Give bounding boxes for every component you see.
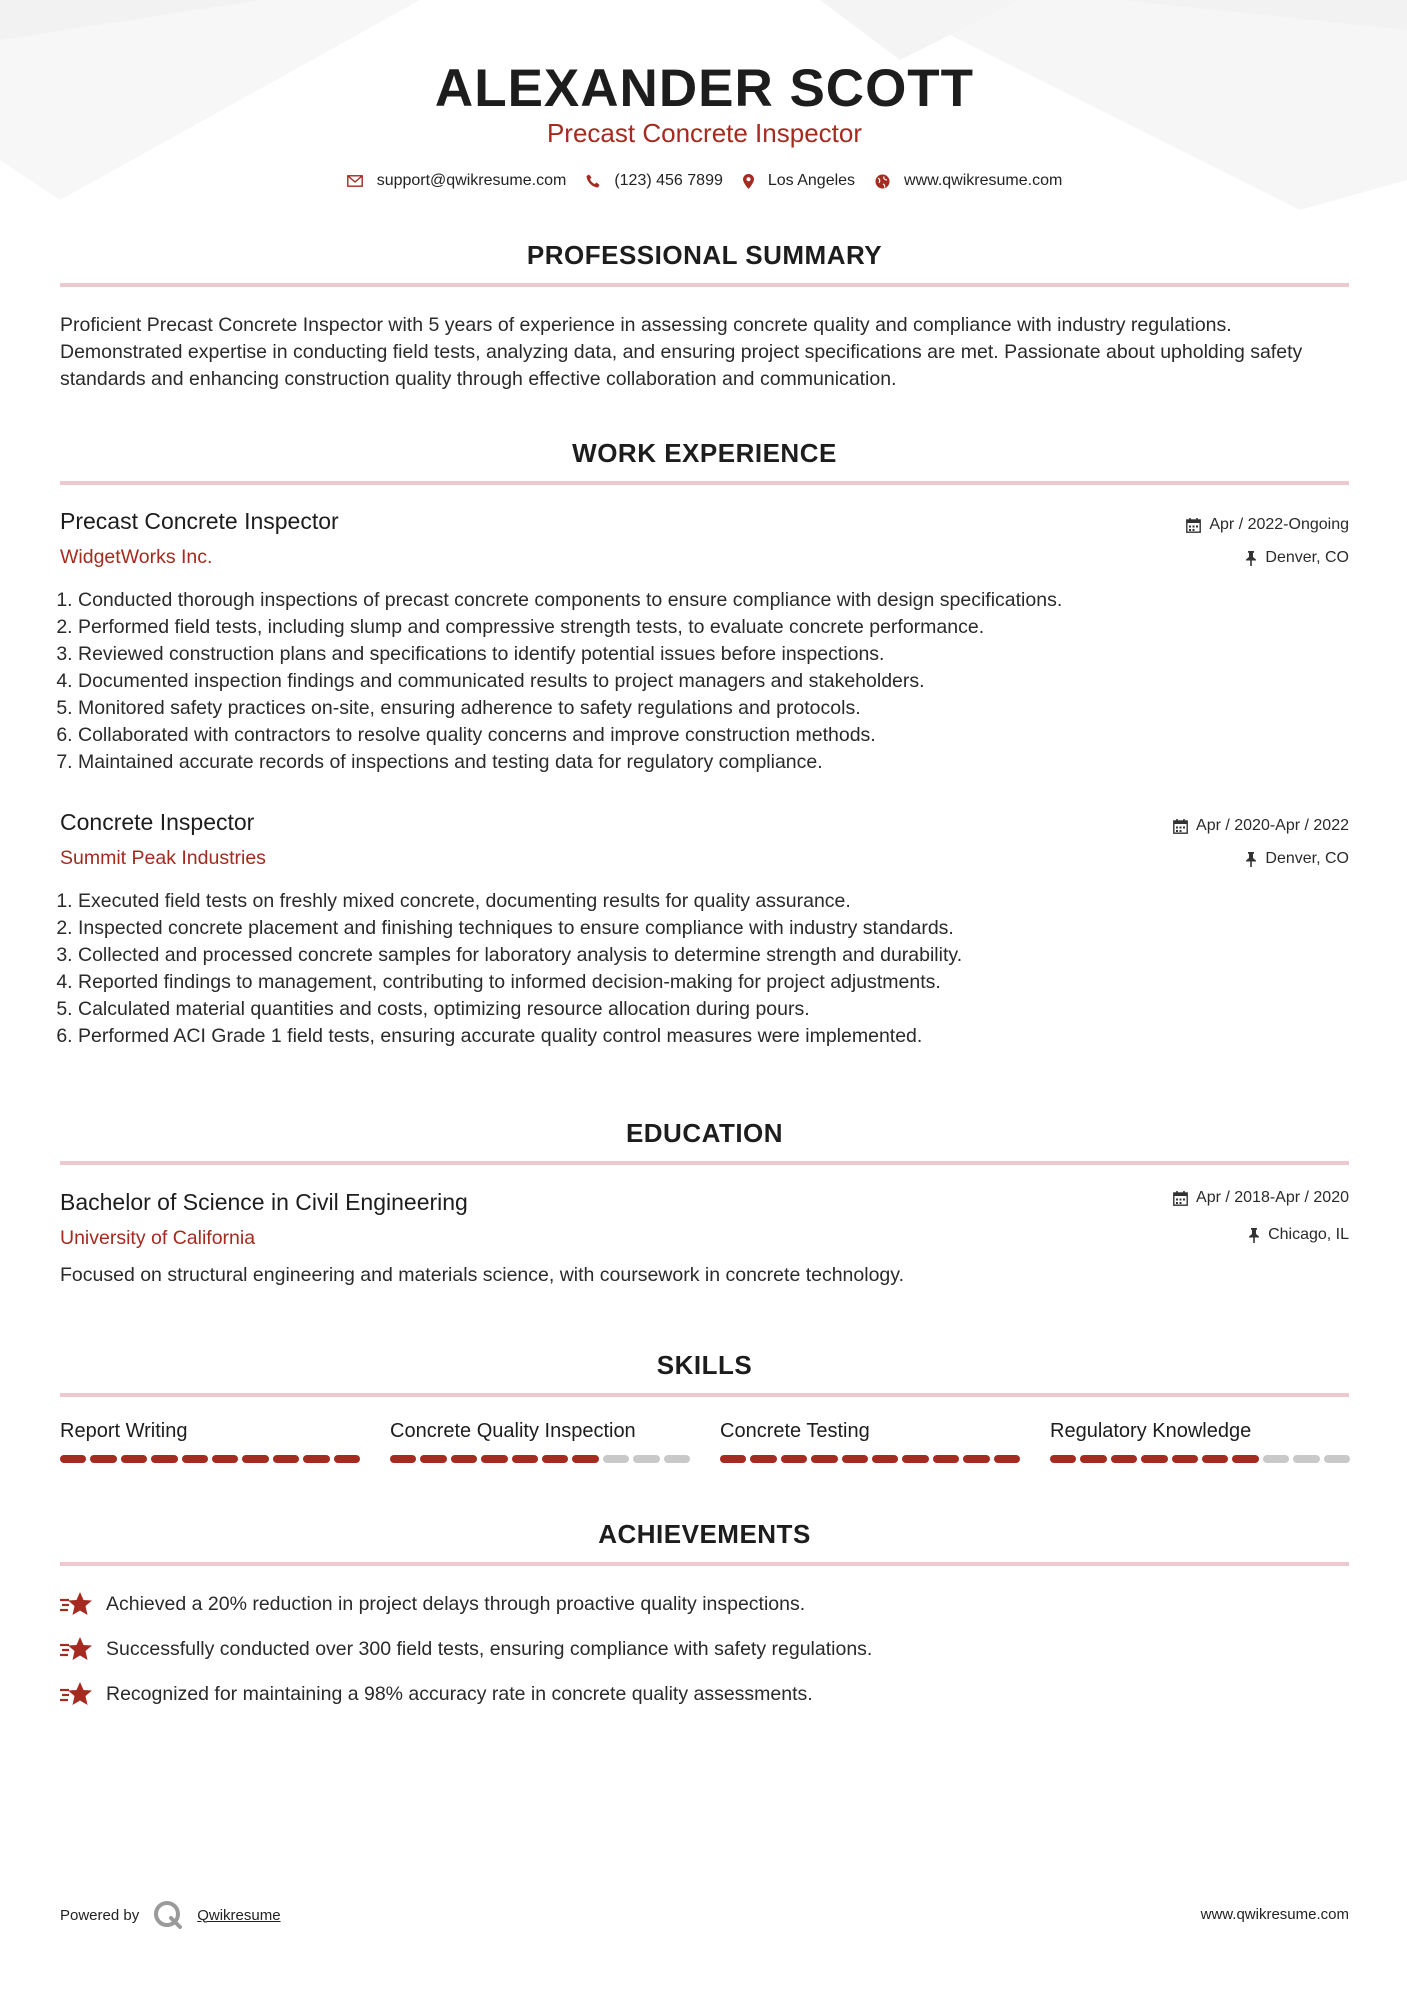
skill-level-dot-filled <box>542 1455 568 1463</box>
star-badge-icon <box>60 1590 94 1618</box>
footer-website[interactable]: www.qwikresume.com <box>1200 1906 1349 1923</box>
job-location <box>1245 850 1349 868</box>
phone-icon <box>586 174 600 188</box>
contact-website-text: www.qwikresume.com <box>904 172 1063 189</box>
education-description: Focused on structural engineering and materials science, with coursework in concrete technology. <box>60 1264 904 1286</box>
achievement-item <box>60 1635 872 1663</box>
education-location-text: Chicago, IL <box>1268 1226 1349 1243</box>
skill-level-dot-filled <box>933 1455 959 1463</box>
skill-level-dot-filled <box>420 1455 446 1463</box>
list-item: 2. Performed field tests, including slump and compressive strength tests, to evaluate concrete performance. <box>78 614 1367 641</box>
skill-level-dot-filled <box>90 1455 116 1463</box>
skill-level-dot-filled <box>1111 1455 1137 1463</box>
education-location <box>1248 1226 1349 1244</box>
contact-location-text: Los Angeles <box>767 172 856 189</box>
skill-level-dot-filled <box>242 1455 268 1463</box>
job-responsibilities <box>60 587 1367 776</box>
globe-icon <box>875 174 890 189</box>
skill-level-dot-filled <box>750 1455 776 1463</box>
list-item: 4. Documented inspection findings and communicated results to project managers and stakeholders. <box>78 668 1367 695</box>
contact-phone-text: (123) 456 7899 <box>614 172 723 189</box>
education-dates-text: Apr / 2018-Apr / 2020 <box>1196 1189 1349 1206</box>
education-divider <box>60 1161 1349 1165</box>
summary-text: Proficient Precast Concrete Inspector with 5 years of experience in assessing concrete quality and compliance with industry regulations. Demonstrated expertise in conducting field tests, analyzing data, and ensuring project specifications are met. Passionate about upholding safety standards and enhancing construction quality through effective collaboration and communication. <box>60 314 1303 390</box>
skill-level-dot-filled <box>1141 1455 1167 1463</box>
skill-level-dot-filled <box>963 1455 989 1463</box>
skill-level-dot-filled <box>334 1455 360 1463</box>
contact-website[interactable] <box>875 172 1062 190</box>
list-item: 5. Calculated material quantities and costs, optimizing resource allocation during pours. <box>78 996 1367 1023</box>
achievement-text: Recognized for maintaining a 98% accuracy rate in concrete quality assessments. <box>106 1682 813 1705</box>
skill-level-dot-filled <box>451 1455 477 1463</box>
skill-level-bar <box>1050 1455 1350 1463</box>
skills-divider <box>60 1393 1349 1397</box>
skill-level-bar <box>60 1455 360 1463</box>
job-location <box>1245 549 1349 567</box>
skill-level-dot-filled <box>60 1455 86 1463</box>
qwikresume-link[interactable]: Qwikresume <box>197 1906 281 1924</box>
education-heading: EDUCATION <box>625 1118 784 1148</box>
experience-heading: WORK EXPERIENCE <box>572 438 837 468</box>
achievement-item <box>60 1590 805 1618</box>
skill-item <box>1050 1420 1350 1463</box>
education-dates <box>1173 1189 1349 1207</box>
skill-level-dot-filled <box>1050 1455 1076 1463</box>
job-location-text: Denver, CO <box>1265 850 1349 867</box>
calendar-icon <box>1173 819 1188 834</box>
powered-by-label: Powered by <box>60 1906 140 1924</box>
star-badge-icon <box>60 1635 94 1663</box>
skill-level-dot-empty <box>603 1455 629 1463</box>
degree-title: Bachelor of Science in Civil Engineering <box>60 1189 468 1215</box>
job-responsibilities <box>60 888 1367 1050</box>
contact-bar <box>60 172 1349 190</box>
skill-level-dot-filled <box>390 1455 416 1463</box>
skill-level-dot-filled <box>994 1455 1020 1463</box>
pushpin-icon <box>1245 551 1257 566</box>
skill-level-dot-filled <box>1172 1455 1198 1463</box>
skill-level-dot-empty <box>1263 1455 1289 1463</box>
list-item: 1. Conducted thorough inspections of precast concrete components to ensure compliance with design specifications. <box>78 587 1367 614</box>
job-dates-text: Apr / 2020-Apr / 2022 <box>1196 817 1349 834</box>
skill-level-dot-filled <box>273 1455 299 1463</box>
summary-divider <box>60 283 1349 287</box>
skill-level-dot-filled <box>811 1455 837 1463</box>
school-name: University of California <box>60 1227 256 1249</box>
list-item: 2. Inspected concrete placement and finishing techniques to ensure compliance with industry standards. <box>78 915 1367 942</box>
skill-level-dot-filled <box>121 1455 147 1463</box>
skill-level-dot-filled <box>303 1455 329 1463</box>
calendar-icon <box>1186 518 1201 533</box>
skill-level-dot-filled <box>182 1455 208 1463</box>
list-item: 3. Reviewed construction plans and specifications to identify potential issues before inspections. <box>78 641 1367 668</box>
qwikresume-logo-icon <box>153 1900 183 1930</box>
skill-level-dot-filled <box>842 1455 868 1463</box>
company-name: Summit Peak Industries <box>60 847 266 869</box>
job-location-text: Denver, CO <box>1265 549 1349 566</box>
achievements-divider <box>60 1562 1349 1566</box>
pushpin-icon <box>1248 1228 1260 1243</box>
list-item: 4. Reported findings to management, contributing to informed decision-making for project adjustments. <box>78 969 1367 996</box>
skill-level-dot-filled <box>720 1455 746 1463</box>
star-badge-icon <box>60 1680 94 1708</box>
skill-item <box>60 1420 360 1463</box>
list-item: 1. Executed field tests on freshly mixed concrete, documenting results for quality assurance. <box>78 888 1367 915</box>
achievement-item <box>60 1680 813 1708</box>
skill-level-dot-filled <box>1232 1455 1258 1463</box>
skill-item <box>390 1420 690 1463</box>
pushpin-icon <box>1245 852 1257 867</box>
job-dates <box>1186 516 1349 534</box>
list-item: 7. Maintained accurate records of inspections and testing data for regulatory compliance. <box>78 749 1367 776</box>
skill-level-dot-empty <box>1293 1455 1319 1463</box>
skill-level-bar <box>720 1455 1020 1463</box>
candidate-name: ALEXANDER SCOTT <box>434 59 975 118</box>
job-title: Precast Concrete Inspector <box>60 508 339 534</box>
skill-item <box>720 1420 1020 1463</box>
skill-level-dot-empty <box>633 1455 659 1463</box>
location-icon <box>743 174 754 189</box>
contact-email-text: support@qwikresume.com <box>376 172 567 189</box>
calendar-icon <box>1173 1191 1188 1206</box>
list-item: 6. Collaborated with contractors to resolve quality concerns and improve construction methods. <box>78 722 1367 749</box>
skill-level-dot-filled <box>872 1455 898 1463</box>
contact-location <box>743 172 855 190</box>
skill-level-bar <box>390 1455 690 1463</box>
skill-level-dot-filled <box>151 1455 177 1463</box>
contact-email[interactable] <box>347 172 567 190</box>
list-item: 6. Performed ACI Grade 1 field tests, ensuring accurate quality control measures were implemented. <box>78 1023 1367 1050</box>
job-title: Concrete Inspector <box>60 809 255 835</box>
skill-level-dot-filled <box>572 1455 598 1463</box>
skill-level-dot-filled <box>1202 1455 1228 1463</box>
skill-name: Concrete Testing <box>720 1420 870 1442</box>
skill-level-dot-filled <box>902 1455 928 1463</box>
list-item: 3. Collected and processed concrete samples for laboratory analysis to determine strength and durability. <box>78 942 1367 969</box>
summary-heading: PROFESSIONAL SUMMARY <box>526 240 883 270</box>
footer-powered-by <box>60 1900 281 1930</box>
experience-divider <box>60 481 1349 485</box>
skill-level-dot-empty <box>664 1455 690 1463</box>
skill-name: Regulatory Knowledge <box>1050 1420 1252 1442</box>
job-dates-text: Apr / 2022-Ongoing <box>1209 516 1349 533</box>
skill-level-dot-filled <box>212 1455 238 1463</box>
company-name: WidgetWorks Inc. <box>60 546 213 568</box>
list-item: 5. Monitored safety practices on-site, ensuring adherence to safety regulations and protocols. <box>78 695 1367 722</box>
achievement-text: Successfully conducted over 300 field tests, ensuring compliance with safety regulations. <box>106 1637 873 1660</box>
skill-name: Report Writing <box>60 1420 188 1442</box>
skill-level-dot-filled <box>1080 1455 1106 1463</box>
achievements-heading: ACHIEVEMENTS <box>598 1519 811 1549</box>
skill-level-dot-filled <box>481 1455 507 1463</box>
email-icon <box>347 175 363 187</box>
skills-heading: SKILLS <box>656 1350 753 1380</box>
skill-level-dot-empty <box>1324 1455 1350 1463</box>
achievement-text: Achieved a 20% reduction in project delays through proactive quality inspections. <box>106 1592 806 1615</box>
candidate-role: Precast Concrete Inspector <box>546 118 863 148</box>
job-dates <box>1173 817 1349 835</box>
skill-name: Concrete Quality Inspection <box>390 1420 636 1442</box>
skill-level-dot-filled <box>512 1455 538 1463</box>
skill-level-dot-filled <box>781 1455 807 1463</box>
contact-phone[interactable] <box>586 172 723 190</box>
